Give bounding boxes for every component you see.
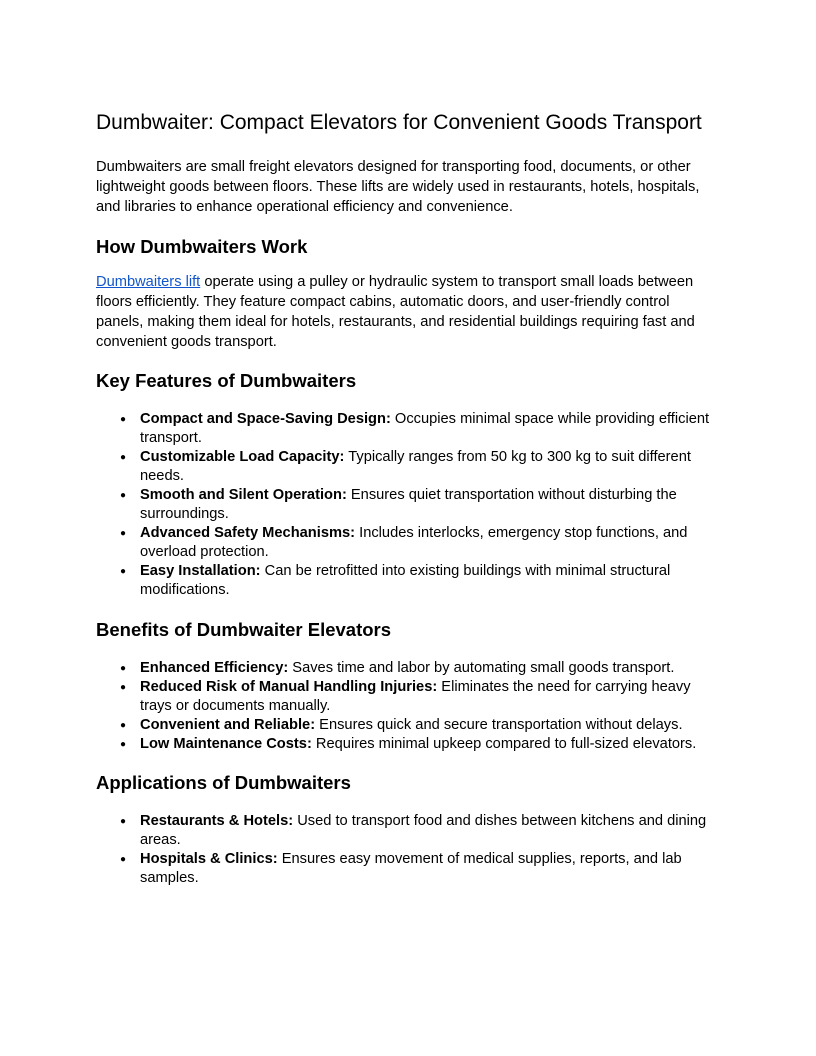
list-item bbox=[96, 562, 720, 600]
list-item bbox=[96, 678, 720, 716]
how-dumbwaiters-work-text: operate using a pulley or hydraulic system to transport small loads between floors efficiently. They feature compact cabins, automatic doors, and user-friendly control panels, making them ideal for hotels, restaurants, and residential buildings requiring fast and convenient goods transport. bbox=[96, 273, 695, 350]
intro-paragraph: Dumbwaiters are small freight elevators designed for transporting food, documents, or other lightweight goods between floors. These lifts are widely used in restaurants, hotels, hospitals, and libraries to enhance operational efficiency and convenience. bbox=[96, 159, 700, 215]
list-item-text: Includes interlocks, emergency stop functions, and overload protection. bbox=[140, 525, 688, 560]
list-item bbox=[96, 716, 720, 735]
list-item-text: Ensures quiet transportation without disturbing the surroundings. bbox=[140, 487, 677, 522]
list-item-label: Customizable Load Capacity: bbox=[140, 449, 345, 465]
list-item bbox=[96, 524, 720, 562]
how-dumbwaiters-work-paragraph bbox=[96, 272, 720, 352]
list-item-label: Advanced Safety Mechanisms: bbox=[140, 525, 356, 541]
section-heading-how-dumbwaiters-work: How Dumbwaiters Work bbox=[96, 235, 308, 257]
section-heading-applications: Applications of Dumbwaiters bbox=[96, 772, 351, 793]
list-item-label: Easy Installation: bbox=[140, 563, 261, 579]
list-item-label: Reduced Risk of Manual Handling Injuries: bbox=[140, 678, 438, 695]
list-item-label: Enhanced Efficiency: bbox=[140, 659, 289, 676]
list-item-text: Requires minimal upkeep compared to full-sized elevators. bbox=[311, 735, 697, 752]
list-item-label: Low Maintenance Costs: bbox=[140, 735, 312, 752]
list-item-text: Eliminates the need for carrying heavy trays or documents manually. bbox=[140, 678, 691, 714]
benefits-list bbox=[96, 659, 720, 754]
applications-list bbox=[96, 812, 720, 888]
list-item-text: Ensures quick and secure transportation without delays. bbox=[315, 716, 683, 733]
list-item bbox=[96, 850, 720, 888]
list-item bbox=[96, 486, 720, 524]
list-item-text: Can be retrofitted into existing buildings with minimal structural modifications. bbox=[140, 563, 671, 598]
list-item bbox=[96, 448, 720, 486]
document-title: Dumbwaiter: Compact Elevators for Convenient Goods Transport bbox=[96, 111, 702, 134]
section-heading-benefits: Benefits of Dumbwaiter Elevators bbox=[96, 618, 392, 640]
list-item bbox=[96, 812, 720, 850]
list-item bbox=[96, 410, 720, 448]
list-item-label: Convenient and Reliable: bbox=[140, 716, 316, 733]
list-item-text: Saves time and labor by automating small goods transport. bbox=[288, 659, 675, 676]
list-item-text: Ensures easy movement of medical supplies, reports, and lab samples. bbox=[140, 851, 682, 886]
list-item-text: Used to transport food and dishes between kitchens and dining areas. bbox=[140, 813, 707, 848]
dumbwaiters-lift-link[interactable]: Dumbwaiters lift bbox=[96, 273, 201, 290]
list-item bbox=[96, 659, 720, 678]
list-item-text: Occupies minimal space while providing efficient transport. bbox=[140, 411, 710, 446]
list-item-text: Typically ranges from 50 kg to 300 kg to suit different needs. bbox=[140, 449, 691, 484]
key-features-list bbox=[96, 410, 720, 600]
section-heading-key-features: Key Features of Dumbwaiters bbox=[96, 370, 357, 391]
list-item-label: Restaurants & Hotels: bbox=[140, 813, 294, 829]
list-item-label: Hospitals & Clinics: bbox=[140, 851, 278, 867]
list-item-label: Smooth and Silent Operation: bbox=[140, 487, 347, 503]
list-item-label: Compact and Space-Saving Design: bbox=[140, 411, 391, 427]
list-item bbox=[96, 735, 720, 754]
